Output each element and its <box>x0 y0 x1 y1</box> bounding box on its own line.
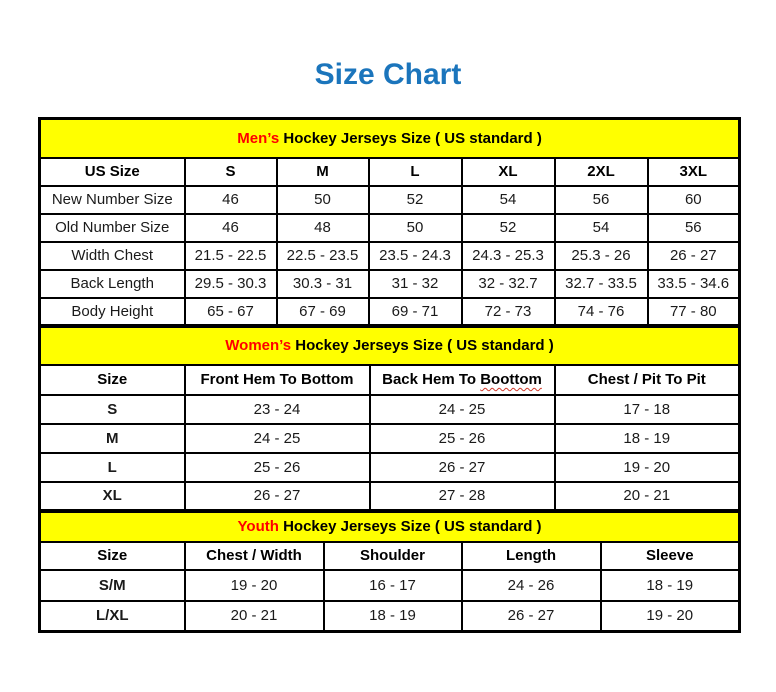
youth-column-header: Length <box>462 542 601 570</box>
youth-value-cell: 18 - 19 <box>601 570 740 601</box>
mens-value-cell: 48 <box>277 214 369 242</box>
mens-value-cell: 24.3 - 25.3 <box>462 242 555 270</box>
womens-row-label: M <box>40 424 185 453</box>
size-chart-page <box>0 58 776 633</box>
womens-value-cell: 20 - 21 <box>555 482 740 511</box>
mens-value-cell: 50 <box>277 186 369 214</box>
mens-column-header: 2XL <box>555 158 648 186</box>
womens-value-cell: 25 - 26 <box>370 424 555 453</box>
mens-value-cell: 26 - 27 <box>648 242 740 270</box>
womens-size-table <box>38 325 741 512</box>
mens-value-cell: 60 <box>648 186 740 214</box>
womens-row-label: S <box>40 395 185 424</box>
mens-column-header: L <box>369 158 462 186</box>
youth-column-header: Sleeve <box>601 542 740 570</box>
mens-banner-row <box>40 119 740 158</box>
mens-table-body <box>40 186 740 326</box>
mens-table-row <box>40 186 740 214</box>
youth-table-row <box>40 570 740 601</box>
mens-column-header: M <box>277 158 369 186</box>
mens-value-cell: 23.5 - 24.3 <box>369 242 462 270</box>
womens-value-cell: 19 - 20 <box>555 453 740 482</box>
size-tables <box>38 117 738 633</box>
mens-banner-highlight: Men’s <box>237 129 280 147</box>
womens-value-cell: 24 - 25 <box>185 424 370 453</box>
mens-column-header: XL <box>462 158 555 186</box>
youth-value-cell: 16 - 17 <box>324 570 462 601</box>
youth-value-cell: 26 - 27 <box>462 601 601 632</box>
womens-banner-highlight: Women’s <box>225 337 292 355</box>
page-title: Size Chart <box>314 58 462 91</box>
mens-value-cell: 54 <box>555 214 648 242</box>
womens-value-cell: 24 - 25 <box>370 395 555 424</box>
mens-value-cell: 30.3 - 31 <box>277 270 369 298</box>
mens-table-row <box>40 270 740 298</box>
womens-value-cell: 18 - 19 <box>555 424 740 453</box>
youth-value-cell: 18 - 19 <box>324 601 462 632</box>
youth-value-cell: 24 - 26 <box>462 570 601 601</box>
mens-value-cell: 69 - 71 <box>369 298 462 326</box>
youth-column-header: Shoulder <box>324 542 462 570</box>
mens-row-label: Back Length <box>40 270 185 298</box>
mens-value-cell: 31 - 32 <box>369 270 462 298</box>
youth-banner-row <box>40 512 740 542</box>
womens-value-cell: 17 - 18 <box>555 395 740 424</box>
mens-table-row <box>40 214 740 242</box>
mens-value-cell: 21.5 - 22.5 <box>185 242 277 270</box>
womens-column-header: Chest / Pit To Pit <box>555 365 740 395</box>
youth-column-header: Chest / Width <box>185 542 324 570</box>
misspelled-word: Boottom <box>480 371 542 388</box>
mens-value-cell: 72 - 73 <box>462 298 555 326</box>
mens-value-cell: 67 - 69 <box>277 298 369 326</box>
mens-row-label: New Number Size <box>40 186 185 214</box>
youth-value-cell: 20 - 21 <box>185 601 324 632</box>
womens-column-header: Size <box>40 365 185 395</box>
mens-value-cell: 77 - 80 <box>648 298 740 326</box>
womens-row-label: L <box>40 453 185 482</box>
mens-value-cell: 46 <box>185 186 277 214</box>
mens-value-cell: 25.3 - 26 <box>555 242 648 270</box>
mens-row-label: Width Chest <box>40 242 185 270</box>
mens-value-cell: 50 <box>369 214 462 242</box>
youth-banner <box>40 512 740 542</box>
mens-banner <box>40 119 740 158</box>
mens-value-cell: 32.7 - 33.5 <box>555 270 648 298</box>
womens-banner <box>40 327 740 365</box>
womens-column-header: Front Hem To Bottom <box>185 365 370 395</box>
womens-banner-row <box>40 327 740 365</box>
mens-table-row <box>40 298 740 326</box>
youth-value-cell: 19 - 20 <box>185 570 324 601</box>
mens-value-cell: 52 <box>369 186 462 214</box>
womens-header-row <box>40 365 740 395</box>
mens-row-label: Old Number Size <box>40 214 185 242</box>
mens-row-label: Body Height <box>40 298 185 326</box>
mens-value-cell: 65 - 67 <box>185 298 277 326</box>
youth-column-header: Size <box>40 542 185 570</box>
youth-table-body <box>40 570 740 632</box>
mens-size-table <box>38 117 741 327</box>
mens-header-row <box>40 158 740 186</box>
mens-value-cell: 56 <box>648 214 740 242</box>
womens-column-header: Back Hem To Boottom <box>370 365 555 395</box>
womens-table-row <box>40 424 740 453</box>
mens-value-cell: 33.5 - 34.6 <box>648 270 740 298</box>
mens-value-cell: 56 <box>555 186 648 214</box>
youth-header-row <box>40 542 740 570</box>
womens-value-cell: 23 - 24 <box>185 395 370 424</box>
mens-value-cell: 46 <box>185 214 277 242</box>
mens-value-cell: 29.5 - 30.3 <box>185 270 277 298</box>
mens-column-header: 3XL <box>648 158 740 186</box>
mens-value-cell: 52 <box>462 214 555 242</box>
mens-value-cell: 54 <box>462 186 555 214</box>
mens-value-cell: 74 - 76 <box>555 298 648 326</box>
youth-row-label: S/M <box>40 570 185 601</box>
womens-value-cell: 27 - 28 <box>370 482 555 511</box>
womens-value-cell: 25 - 26 <box>185 453 370 482</box>
womens-value-cell: 26 - 27 <box>370 453 555 482</box>
mens-banner-text: Hockey Jerseys Size ( US standard ) <box>279 129 542 147</box>
mens-value-cell: 22.5 - 23.5 <box>277 242 369 270</box>
womens-table-row <box>40 453 740 482</box>
youth-size-table <box>38 510 741 633</box>
womens-banner-text: Hockey Jerseys Size ( US standard ) <box>291 337 554 355</box>
mens-column-header: S <box>185 158 277 186</box>
womens-value-cell: 26 - 27 <box>185 482 370 511</box>
womens-table-body <box>40 395 740 511</box>
youth-banner-text: Hockey Jerseys Size ( US standard ) <box>278 518 542 536</box>
womens-row-label: XL <box>40 482 185 511</box>
youth-value-cell: 19 - 20 <box>601 601 740 632</box>
womens-table-row <box>40 482 740 511</box>
youth-banner-highlight: Youth <box>237 518 279 536</box>
mens-column-header: US Size <box>40 158 185 186</box>
mens-value-cell: 32 - 32.7 <box>462 270 555 298</box>
womens-table-row <box>40 395 740 424</box>
mens-table-row <box>40 242 740 270</box>
youth-table-row <box>40 601 740 632</box>
youth-row-label: L/XL <box>40 601 185 632</box>
